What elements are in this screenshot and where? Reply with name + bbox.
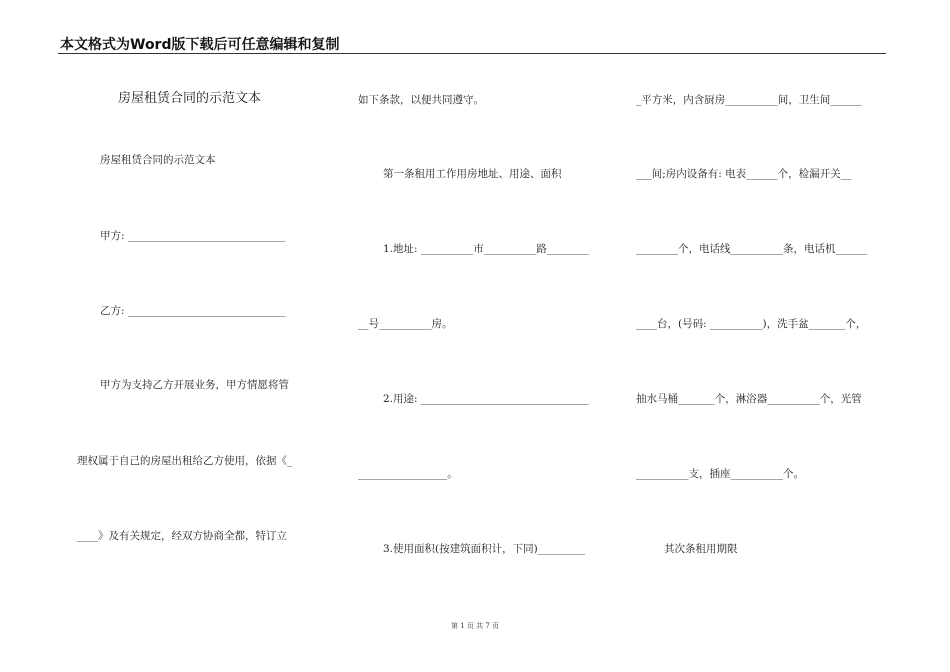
paragraph-line: __________支，插座__________个。 xyxy=(636,468,804,480)
address-field: 1.地址: __________市__________路________ xyxy=(383,243,589,255)
document-title: 房屋租赁合同的示范文本 xyxy=(118,91,262,106)
section-heading: 其次条租用期限 xyxy=(664,543,738,555)
header-divider xyxy=(58,53,886,54)
text-column-1 xyxy=(75,60,325,620)
section-heading: 第一条租用工作用房地址、用途、面积 xyxy=(383,168,562,180)
paragraph-line: ____》及有关规定，经双方协商全都，特订立 xyxy=(77,530,287,542)
paragraph-line: 理权属于自己的房屋出租给乙方使用，依据《_ xyxy=(77,455,293,467)
party-a-field: 甲方: ______________________________ xyxy=(100,230,286,242)
paragraph-line: 房屋租赁合同的示范文本 xyxy=(100,154,216,166)
text-column-3 xyxy=(636,60,888,620)
paragraph-line: ____台，(号码: __________)，洗手盆_______个， xyxy=(636,318,867,330)
party-b-field: 乙方: ______________________________ xyxy=(100,305,286,317)
usage-field-cont: _________________。 xyxy=(358,468,458,480)
paragraph-line: ________个，电话线__________条，电话机______ xyxy=(636,243,867,255)
address-field-cont: __号__________房。 xyxy=(358,318,453,330)
paragraph-line: 甲方为支持乙方开展业务，甲方情愿将管 xyxy=(100,379,289,391)
area-field: 3.使用面积(按建筑面积计，下同)_________ xyxy=(383,543,585,555)
document-header-title: 本文格式为Word版下载后可任意编辑和复制 xyxy=(60,37,340,53)
text-column-2 xyxy=(355,60,605,620)
paragraph-line: 如下条款，以便共同遵守。 xyxy=(358,94,484,106)
paragraph-line: ___间;房内设备有: 电表______个，检漏开关__ xyxy=(636,168,852,180)
page-number-footer: 第 1 页 共 7 页 xyxy=(450,622,500,630)
paragraph-line: _平方米，内含厨房__________间，卫生间______ xyxy=(636,94,862,106)
paragraph-line: 抽水马桶_______个，淋浴器__________个，光管 xyxy=(636,393,862,405)
usage-field: 2.用途: ________________________________ xyxy=(383,393,589,405)
